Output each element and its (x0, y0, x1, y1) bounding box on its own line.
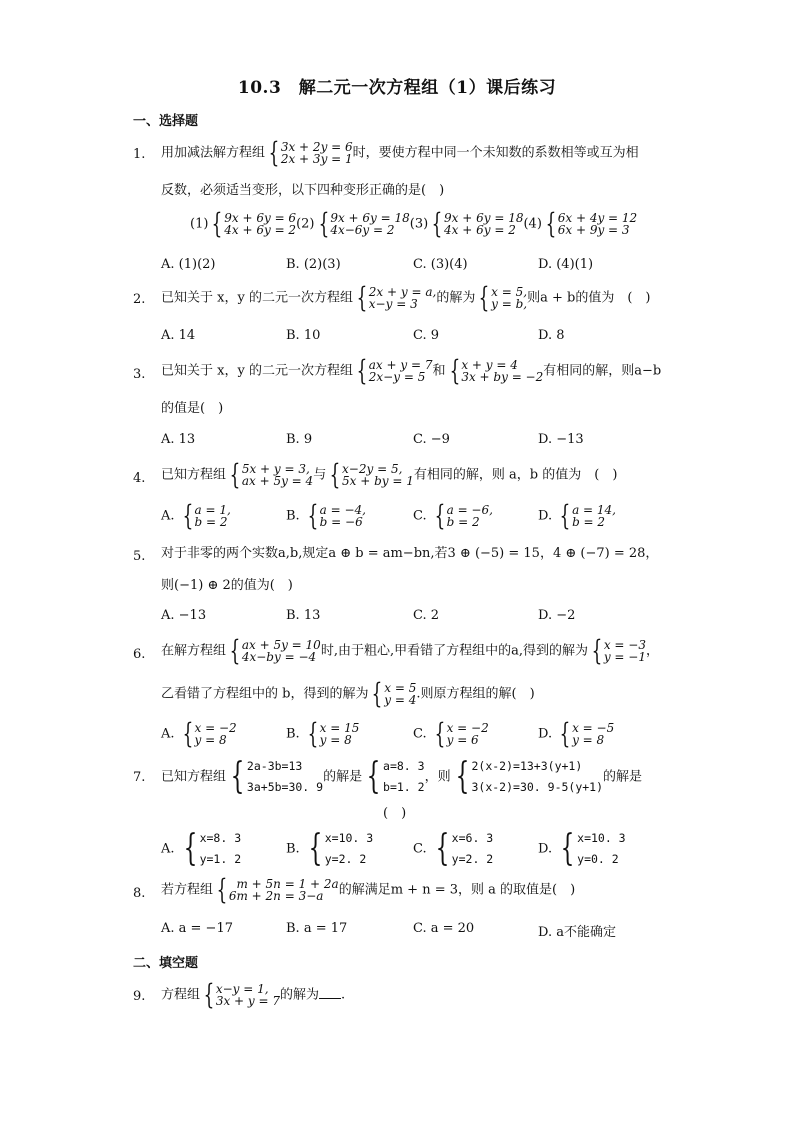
q8-number: 8. (133, 886, 146, 901)
eq: a = 1, (194, 503, 231, 517)
eq: 2(x-2)=13+3(y+1) (471, 759, 583, 773)
q7-line1: 已知方程组 { 2a-3b=13 3a+5b=30. 9 的解是 { a=8. 3 b=1. 2 ，则 { 2(x-2)=13+3(y+1) 3(x-2)=30. 9-5(y+1) 的解是 (161, 756, 643, 797)
q8-text2: 的解满足m + n = 3，则 a 的取值是( ) (338, 882, 576, 898)
eq: 3x + y = 7 (215, 994, 281, 1008)
q5-option-a[interactable]: A. −13 (161, 608, 207, 623)
eq: 9x + 6y = 6 (224, 211, 297, 225)
eq: x + y = 4 (461, 358, 518, 372)
eq: 4x + 6y = 2 (224, 223, 297, 237)
q5-option-d[interactable]: D. −2 (538, 608, 576, 623)
section-choice: 一、选择题 (133, 114, 199, 129)
q2-number: 2. (133, 292, 146, 307)
q3-option-c[interactable]: C. −9 (413, 432, 450, 447)
option-label: B. (286, 508, 300, 524)
q4-option-a[interactable]: A. { a = 1, b = 2 (161, 499, 231, 532)
q1-text2: 时，要使方程中同一个未知数的系数相等或互为相 (352, 145, 639, 161)
q3-number: 3. (133, 367, 146, 382)
eq: 3(x-2)=30. 9-5(y+1) (471, 780, 604, 794)
q6-line2: 乙看错了方程组中的 b，得到的解为 { x = 5 y = 4 .则原方程组的解( ) (161, 677, 535, 710)
q7-text4: 的解是 (603, 769, 643, 785)
option-label: B. (286, 726, 300, 742)
eq: 4x−by = −4 (241, 650, 317, 664)
eq: x = −2 (446, 721, 489, 735)
eq: 3x + by = −2 (461, 370, 544, 384)
section-fill: 二、填空题 (133, 956, 199, 971)
q3-line2: 的值是( ) (161, 401, 224, 416)
q4-option-b[interactable]: B. { a = −4, b = −6 (286, 499, 366, 532)
eq: x=8. 3 (199, 831, 242, 845)
eq: ax + 5y = 10 (241, 638, 321, 652)
option-label: B. (286, 841, 300, 857)
q7-answer-paren: ( ) (383, 806, 407, 821)
option-label: D. (538, 841, 553, 857)
q7-text: 已知方程组 (161, 769, 227, 785)
eq: 5x + y = 3, (241, 462, 310, 476)
eq: x = −2 (194, 721, 237, 735)
q7-option-d[interactable]: D. { x=10. 3 y=0. 2 (538, 828, 626, 869)
eq: 2x + y = a, (368, 285, 437, 299)
eq: 2x−y = 5 (368, 370, 426, 384)
eq: x = −3 (603, 638, 646, 652)
eq: a = −6, (446, 503, 493, 517)
q5-line1: 对于非零的两个实数a,b,规定a ⊕ b = am−bn,若3 ⊕ (−5) = 15，4 ⊕ (−7) = 28， (161, 546, 659, 561)
eq: 5x + by = 1 (342, 474, 414, 488)
option-label: C. (413, 841, 427, 857)
q2-text: 已知关于 x，y 的二元一次方程组 (161, 290, 353, 306)
variant-label: (3) (409, 216, 429, 232)
q2-text3: 则a + b的值为 ( ) (527, 290, 651, 306)
q8-option-c[interactable]: C. a = 20 (413, 921, 475, 936)
q6-text: 在解方程组 (161, 643, 227, 659)
q1-variants: (1) { 9x + 6y = 6 4x + 6y = 2 (2) { 9x + 6y = 18 4x−6y = 2 (3) { 9x + 6y = 18 4x + 6y = 2 (4) { 6x + 4y = 12 6x + 9y = 3 (190, 207, 638, 240)
option-label: A. (161, 726, 175, 742)
q5-option-c[interactable]: C. 2 (413, 608, 440, 623)
eq: a = −4, (319, 503, 366, 517)
q6-option-c[interactable]: C. { x = −2 y = 6 (413, 717, 489, 750)
eq: 4x + 6y = 2 (444, 223, 516, 237)
q5-option-b[interactable]: B. 13 (286, 608, 321, 623)
q2-option-a[interactable]: A. 14 (161, 328, 196, 343)
q2-option-d[interactable]: D. 8 (538, 328, 565, 343)
eq: y=1. 2 (199, 852, 242, 866)
eq: 3a+5b=30. 9 (246, 780, 324, 794)
q8-text: 若方程组 (161, 882, 214, 898)
q1-line1 (161, 136, 639, 169)
q6-option-d[interactable]: D. { x = −5 y = 8 (538, 717, 615, 750)
eq: ax + y = 7 (368, 358, 433, 372)
q2-text2: 的解为 (436, 290, 476, 306)
q1-option-b[interactable]: B. (2)(3) (286, 257, 341, 272)
q4-line1: 已知方程组 { 5x + y = 3, ax + 5y = 4 与 { x−2y = 5, 5x + by = 1 有相同的解，则 a，b 的值为 ( ) (161, 458, 618, 491)
q3-text3: 有相同的解，则a−b (543, 363, 662, 379)
q5-line2: 则(−1) ⊕ 2的值为( ) (161, 578, 293, 593)
option-label: A. (161, 841, 175, 857)
eq: x−y = 3 (368, 297, 418, 311)
eq: 2x + 3y = 1 (280, 152, 353, 166)
q8-option-d[interactable]: D. a不能确定 (538, 925, 616, 940)
q8-option-b[interactable]: B. a = 17 (286, 921, 348, 936)
eq: 6x + 9y = 3 (557, 223, 630, 237)
q6-text4: .则原方程组的解( ) (416, 686, 535, 702)
q6-number: 6. (133, 647, 146, 662)
eq: ax + 5y = 4 (241, 474, 314, 488)
variant-label: (4) (523, 216, 542, 232)
q9-end: . (341, 987, 346, 1003)
option-label: C. (413, 726, 427, 742)
q3-line1: 已知关于 x，y 的二元一次方程组 { ax + y = 7 2x−y = 5 和 { x + y = 4 3x + by = −2 有相同的解，则a−b (161, 354, 662, 387)
q4-text: 已知方程组 (161, 467, 227, 483)
q6-option-a[interactable]: A. { x = −2 y = 8 (161, 717, 237, 750)
eq: y=2. 2 (451, 852, 494, 866)
eq: y = 8 (572, 733, 605, 747)
eq: 3x + 2y = 6 (280, 140, 353, 154)
answer-blank[interactable] (319, 986, 341, 999)
q4-option-d[interactable]: D. { a = 14, b = 2 (538, 499, 616, 532)
eq: 2a-3b=13 (246, 759, 303, 773)
q8-option-a[interactable]: A. a = −17 (161, 921, 233, 936)
eq: y = b, (491, 297, 528, 311)
q1-line2: 反数，必须适当变形，以下四种变形正确的是( ) (161, 183, 445, 198)
q9-line1: 方程组 { x−y = 1, 3x + y = 7 的解为 . (161, 978, 346, 1011)
q1-text: 用加减法解方程组 (161, 145, 266, 161)
q9-number: 9. (133, 989, 146, 1004)
q1-number: 1. (133, 147, 146, 162)
q1-option-d[interactable]: D. (4)(1) (538, 257, 594, 272)
q5-number: 5. (133, 549, 146, 564)
q3-text2: 和 (432, 363, 446, 379)
eq: 9x + 6y = 18 (444, 211, 524, 225)
q7-option-a[interactable]: A. { x=8. 3 y=1. 2 (161, 828, 242, 869)
q3-option-b[interactable]: B. 9 (286, 432, 313, 447)
eq: x = 5, (491, 285, 528, 299)
option-label: D. (538, 726, 553, 742)
q1-option-a[interactable]: A. (1)(2) (161, 257, 216, 272)
q6-option-b[interactable]: B. { x = 15 y = 8 (286, 717, 360, 750)
eq: x−2y = 5, (342, 462, 403, 476)
eq: b = 2 (572, 515, 606, 529)
eq: a = 14, (572, 503, 616, 517)
q4-number: 4. (133, 471, 146, 486)
eq: y = 8 (319, 733, 352, 747)
q8-line1: 若方程组 { m + 5n = 1 + 2a 6m + 2n = 3−a 的解满足m + n = 3，则 a 的取值是( ) (161, 873, 576, 906)
q6-text3: 乙看错了方程组中的 b，得到的解为 (161, 686, 369, 702)
eq: x = 15 (319, 721, 360, 735)
q1-option-c[interactable]: C. (3)(4) (413, 257, 468, 272)
q7-option-b[interactable]: B. { x=10. 3 y=2. 2 (286, 828, 374, 869)
eq: 6m + 2n = 3−a (228, 889, 324, 903)
q4-option-c[interactable]: C. { a = −6, b = 2 (413, 499, 493, 532)
q9-text: 方程组 (161, 987, 201, 1003)
q2-line1: 已知关于 x，y 的二元一次方程组 { 2x + y = a, x−y = 3 的解为 { x = 5, y = b, 则a + b的值为 ( ) (161, 281, 651, 314)
q3-option-a[interactable]: A. 13 (161, 432, 196, 447)
q2-option-c[interactable]: C. 9 (413, 328, 440, 343)
eq: y = 8 (194, 733, 227, 747)
option-label: C. (413, 508, 427, 524)
eq: y = −1 (603, 650, 646, 664)
eq: x=6. 3 (451, 831, 494, 845)
eq: y=2. 2 (324, 852, 367, 866)
eq: b=1. 2 (383, 780, 425, 794)
eq: x=10. 3 (577, 831, 626, 845)
page-title: 10.3 解二元一次方程组（1）课后练习 (237, 78, 557, 98)
eq: 4x−6y = 2 (330, 223, 395, 237)
q3-option-d[interactable]: D. −13 (538, 432, 584, 447)
q6-text2: 时,由于粗心,甲看错了方程组中的a,得到的解为 (320, 643, 588, 659)
q4-text3: 有相同的解，则 a，b 的值为 ( ) (413, 467, 618, 483)
option-label: D. (538, 508, 553, 524)
eq: m + 5n = 1 + 2a (228, 877, 339, 891)
q7-text2: 的解是 (323, 769, 363, 785)
option-label: A. (161, 508, 175, 524)
q9-text2: 的解为 (280, 987, 320, 1003)
q2-option-b[interactable]: B. 10 (286, 328, 321, 343)
variant-label: (2) (296, 216, 315, 232)
eq: x−y = 1, (215, 982, 269, 996)
q3-text: 已知关于 x，y 的二元一次方程组 (161, 363, 353, 379)
eq: b = 2 (194, 515, 228, 529)
eq: 9x + 6y = 18 (330, 211, 410, 225)
q1-system: { 3x + 2y = 6 2x + 3y = 1 (268, 136, 353, 169)
eq: a=8. 3 (383, 759, 425, 773)
eq: y=0. 2 (577, 852, 619, 866)
q7-option-c[interactable]: C. { x=6. 3 y=2. 2 (413, 828, 494, 869)
eq: b = 2 (446, 515, 480, 529)
eq: 6x + 4y = 12 (557, 211, 638, 225)
eq: y = 6 (446, 733, 479, 747)
eq: y = 4 (384, 693, 417, 707)
q4-text2: 与 (313, 467, 327, 483)
eq: b = −6 (319, 515, 363, 529)
eq: x = −5 (572, 721, 615, 735)
eq: x=10. 3 (324, 831, 374, 845)
q6-tail: ， (645, 643, 659, 659)
q6-line1: 在解方程组 { ax + 5y = 10 4x−by = −4 时,由于粗心,甲看错了方程组中的a,得到的解为 { x = −3 y = −1 ， (161, 634, 659, 667)
q7-text3: ，则 (424, 769, 451, 785)
variant-label: (1) (190, 216, 209, 232)
eq: x = 5 (384, 681, 417, 695)
q7-number: 7. (133, 770, 146, 785)
